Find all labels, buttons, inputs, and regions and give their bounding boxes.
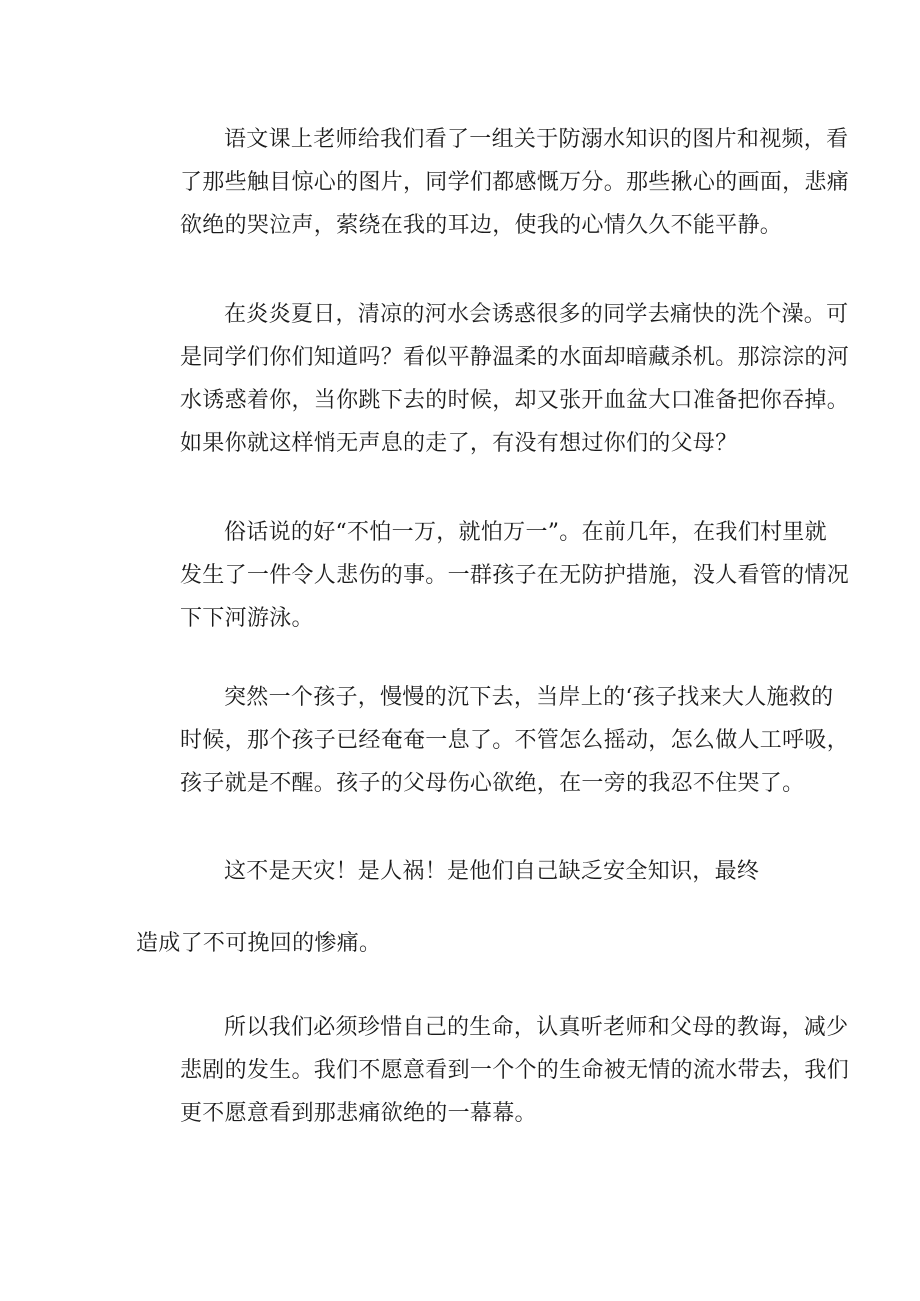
paragraph-line: 水诱惑着你，当你跳下去的时候，却又张开血盆大口准备把你吞掉。 [180,388,850,413]
paragraph-1 [136,118,850,247]
paragraph-line: 下下河游泳。 [180,606,314,631]
paragraph-line: 在炎炎夏日，清凉的河水会诱惑很多的同学去痛快的洗个澡。可 [224,302,849,327]
paragraph-5 [136,850,796,893]
paragraph-line: 欲绝的哭泣声，萦绕在我的耳边，使我的心情久久不能平静。 [180,213,783,238]
paragraph-line: 所以我们必须珍惜自己的生命，认真听老师和父母的教诲，减少 [224,1015,849,1040]
paragraph-line: 了那些触目惊心的图片，同学们都感慨万分。那些揪心的画面，悲痛 [180,170,850,195]
paragraph-line: 是同学们你们知道吗？看似平静温柔的水面却暗藏杀机。那淙淙的河 [180,345,850,370]
paragraph-line: 这不是天灾！是人祸！是他们自己缺乏安全知识，最终 [224,859,760,884]
paragraph-line: 孩子就是不醒。孩子的父母伤心欲绝，在一旁的我忍不住哭了。 [180,771,805,796]
paragraph-line: 语文课上老师给我们看了一组关于防溺水知识的图片和视频，看 [224,127,849,152]
paragraph-line: 更不愿意看到那悲痛欲绝的一幕幕。 [180,1101,537,1126]
paragraph-line: 突然一个孩子，慢慢的沉下去，当岸上的‘孩子找来大人施救的 [224,685,834,710]
paragraph-3 [136,511,850,640]
paragraph-line: 悲剧的发生。我们不愿意看到一个个的生命被无情的流水带去，我们 [180,1058,850,1083]
paragraph-line: 如果你就这样悄无声息的走了，有没有想过你们的父母？ [180,431,738,456]
paragraph-7 [136,1006,850,1135]
paragraph-4 [136,676,850,805]
paragraph-line: 俗话说的好“不怕一万，就怕万一”。在前几年，在我们村里就 [224,520,827,545]
paragraph-line: 造成了不可挽回的惨痛。 [136,931,382,956]
paragraph-6 [136,922,796,965]
paragraph-line: 发生了一件令人悲伤的事。一群孩子在无防护措施，没人看管的情况 [180,563,850,588]
paragraph-2 [136,293,850,465]
paragraph-line: 时候，那个孩子已经奄奄一息了。不管怎么摇动，怎么做人工呼吸， [180,728,850,753]
